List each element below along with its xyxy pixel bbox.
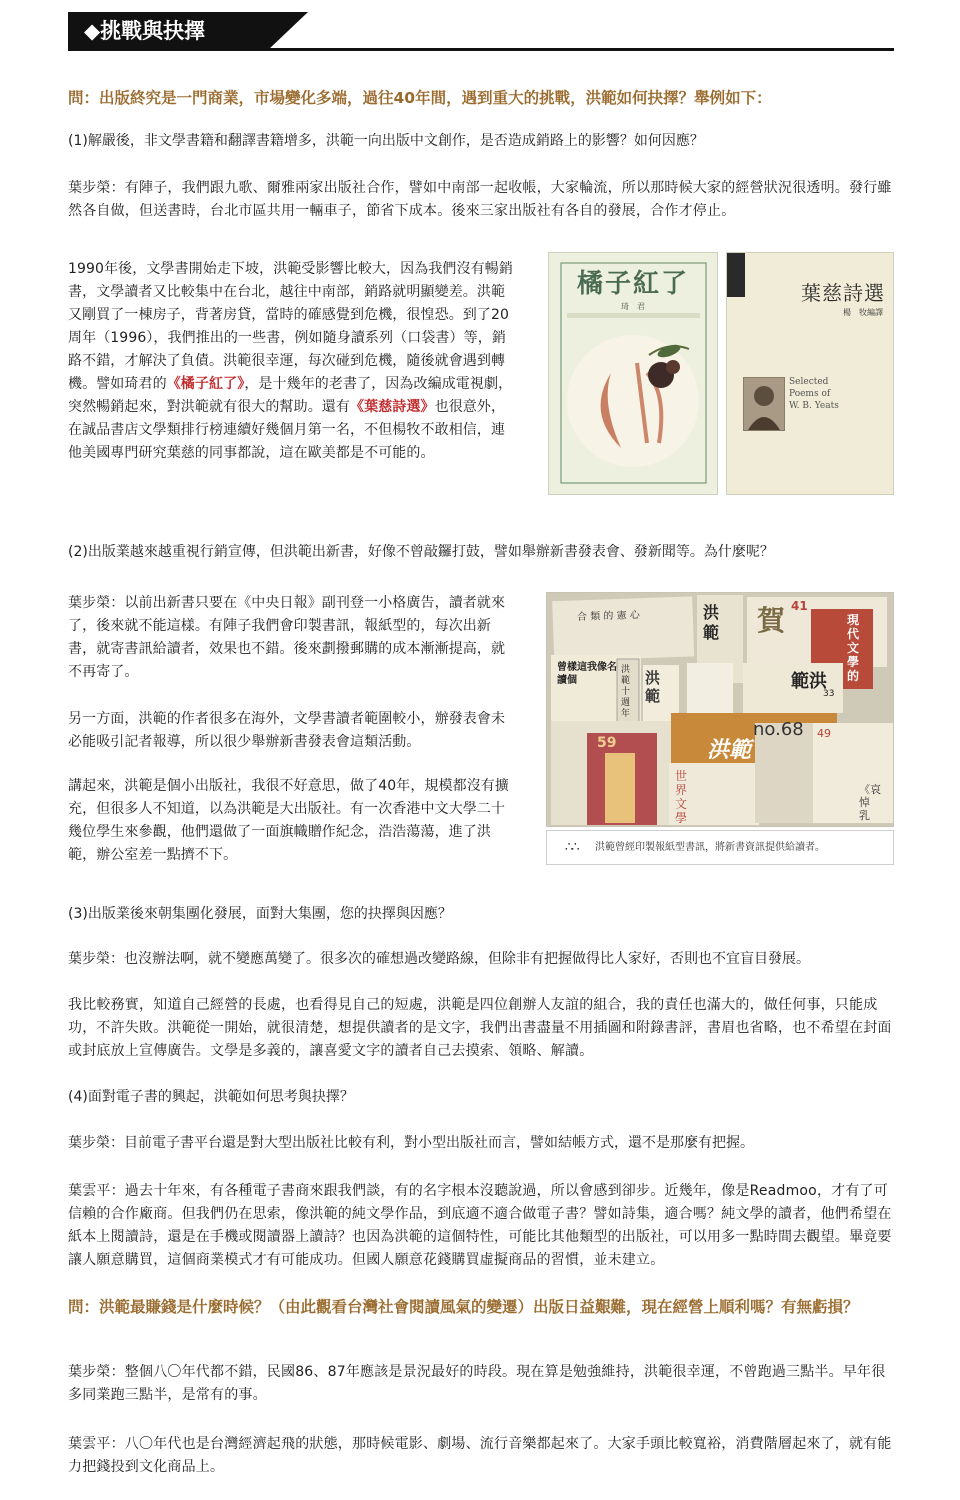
- news-text-15: 59: [597, 735, 617, 751]
- answer-4-p2: 葉雲平：過去十年來，有各種電子書商來跟我們談，有的名字根本沒聽說過，所以會感到卻步。近幾年，像是Readmoo，才有了可信賴的合作廠商。但我們仍在思索，像洪範的純文學作品，到底適不適合做電子書？譬如詩集，適合嗎？純文學的讀者，他們希望在紙本上閱讀詩，還是在手機或閱讀器上讀詩？也因為洪範的這個特性，可能比其他類型的出版社，可以用多一點時間去觀望。畢竟要讓人願意購買，這個商業模式才有可能成功。但國人願意花錢購買虛擬商品的習慣，並未建立。: [68, 1183, 892, 1268]
- book-cover-orange: [548, 252, 718, 495]
- news-text-13: 49: [817, 727, 831, 740]
- news-text-1: 合 類 的 憲 心: [576, 609, 640, 624]
- sub-question-1: (1)解嚴後，非文學書籍和翻譯書籍增多，洪範一向出版中文創作，是否造成銷路上的影響？如何因應？: [68, 133, 704, 149]
- news-text-11: 世界文學: [675, 769, 688, 825]
- answer-3-p2: 我比較務實，知道自己經營的長處，也看得見自己的短處，洪範是四位創辦人友誼的組合，我的責任也滿大的，做任何事，只能成功，不許失敗。洪範從一開始，就很清楚，想提供讀者的是文字，我們出書盡量不用插圖和附錄書評，書眉也省略，也不希望在封面或封底放上宣傳廣告。文學是多義的，讓喜愛文字的讀者自己去摸索、領略、解讀。: [68, 997, 892, 1059]
- book-cover-yeats: [726, 252, 894, 495]
- paragraph-1990s-c: 也很意外，在誠品書店文學類排行榜連續好幾個月第一名，不但楊牧不敢相信，連他美國專門研究葉慈的同事都說，這在歐美都是不可能的。: [68, 399, 506, 461]
- dots-icon: ∴∴: [565, 840, 578, 855]
- book-cover-yeats-en2: Poems of: [789, 389, 831, 399]
- book-cover-yeats-en1: Selected: [789, 377, 829, 387]
- section-title-slant: [268, 12, 308, 50]
- book-cover-yeats-author: 楊 牧編譯: [843, 308, 883, 317]
- photo-caption: [546, 830, 894, 865]
- answer-2-p2: 另一方面，洪範的作者很多在海外，文學書讀者範圍較小，辦發表會未必能吸引記者報導，所以很少舉辦新書發表會這類活動。: [68, 711, 506, 750]
- paragraph-1990s-a: 1990年後，文學書開始走下坡，洪範受影響比較大，因為我們沒有暢銷書，文學讀者又比較集中在台北，越往中南部，銷路就明顯變差。洪範又剛買了一棟房子，背著房貸，當時的確感覺到危機，很惶恐。到了20周年（1996），我們推出的一些書，例如隨身讀系列（口袋書）等，銷路不錯，才解決了負債。洪範很幸運，每次碰到危機，隨後就會遇到轉機。譬如琦君的: [68, 261, 513, 392]
- sub-question-4: (4)面對電子書的興起，洪範如何思考與抉擇？: [68, 1089, 354, 1105]
- portrait-icon: [744, 378, 784, 430]
- answer-4-p1: 葉步榮：目前電子書平台還是對大型出版社比較有利，對小型出版社而言，譬如結帳方式，還不是那麼有把握。: [68, 1135, 754, 1151]
- answer-5-p1: 葉步榮：整個八〇年代都不錯，民國86、87年應該是景況最好的時段。現在算是勉強維持，洪範很幸運，不曾跑過三點半。早年很多同業跑三點半，是常有的事。: [68, 1364, 886, 1403]
- news-text-6: 33: [823, 689, 835, 699]
- news-text-7: 曾樣這我像名讀個: [557, 662, 617, 686]
- question-heading-1: 問：出版終究是一門商業，市場變化多端，過往40年間，遇到重大的挑戰，洪範如何抉擇？舉例如下：: [68, 89, 772, 107]
- answer-3-p1: 葉步榮：也沒辦法啊，就不變應萬變了。很多次的確想過改變路線，但除非有把握做得比人家好，否則也不宜盲目發展。: [68, 951, 810, 967]
- answer-5-p2: 葉雲平：八〇年代也是台灣經濟起飛的狀態，那時候電影、劇場、流行音樂都起來了。大家手頭比較寬裕，消費階層起來了，就有能力把錢投到文化商品上。: [68, 1436, 892, 1475]
- news-text-2: 洪範: [703, 603, 720, 642]
- section-rule: [68, 48, 894, 51]
- answer-2-p1: 葉步榮：以前出新書只要在《中央日報》副刊登一小格廣告，讀者就來了，後來就不能這樣。有陣子我們會印製書訊，報紙型的，每次出新書，就寄書訊給讀者，效果也不錯。後來劃撥郵購的成本漸漸提高，就不再寄了。: [68, 595, 506, 680]
- answer-2-p3: 講起來，洪範是個小出版社，我很不好意思，做了40年，規模都沒有擴充，但很多人不知道，以為洪範是大出版社。有一次香港中文大學二十幾位學生來參觀，他們還做了一面旗幟贈作紀念，浩浩蕩蕩，進了洪範，辦公室差一點擠不下。: [68, 778, 510, 863]
- news-text-16: 41: [791, 599, 808, 613]
- sub-question-3: (3)出版業後來朝集團化發展，面對大集團，您的抉擇與因應？: [68, 906, 452, 922]
- paragraph-1990s-b: ，是十幾年的老書了，因為改編成電視劇，突然暢銷起來，對洪範就有很大的幫助。還有: [68, 376, 513, 415]
- news-text-5: 範洪: [791, 671, 827, 692]
- section-header: [68, 12, 894, 52]
- question-heading-2: 問：洪範最賺錢是什麼時候？（由此觀看台灣社會閱讀風氣的變遷）出版日益艱難，現在經營上順利嗎？有無虧損？: [68, 1298, 859, 1316]
- news-text-3: 賀: [757, 604, 786, 637]
- answer-1: 葉步榮：有陣子，我們跟九歌、爾雅兩家出版社合作，譬如中南部一起收帳，大家輪流，所以那時候大家的經營狀況很透明。發行雖然各自做，但送書時，台北市區共用一輛車子，節省下成本。後來三家出版社有各自的發展，合作才停止。: [68, 180, 892, 219]
- book-cover-yeats-title: 葉慈詩選: [801, 281, 885, 305]
- news-text-10: 洪範: [645, 669, 661, 705]
- newsletter-collage-photo: [546, 592, 894, 827]
- photo-caption-text: 洪範曾經印製報紙型書訊，將新書資訊提供給讀者。: [595, 842, 825, 853]
- news-text-8: 洪範十週年: [621, 665, 631, 719]
- news-text-9: no.68: [753, 719, 804, 740]
- news-text-12: 《哀悼乳: [859, 783, 881, 822]
- book-cover-orange-title: 橘子紅了: [576, 269, 689, 299]
- book-title-mention-2[interactable]: 《葉慈詩選》: [350, 399, 435, 415]
- book-cover-yeats-spine: [727, 253, 745, 297]
- news-text-14: 洪範: [707, 738, 752, 763]
- book-cover-orange-author: 琦 君: [621, 302, 645, 311]
- book-cover-yeats-portrait: [743, 377, 785, 431]
- news-text-4: 現代文學的: [847, 613, 860, 683]
- sub-question-2: (2)出版業越來越重視行銷宣傳，但洪範出新書，好像不曾敲鑼打鼓，譬如舉辦新書發表會、發新聞等。為什麼呢？: [68, 544, 774, 560]
- section-title: ◆挑戰與抉擇: [68, 12, 268, 50]
- book-cover-yeats-en3: W. B. Yeats: [789, 401, 839, 411]
- book-title-mention-1[interactable]: 《橘子紅了》: [166, 376, 245, 392]
- paragraph-1990s: [68, 258, 516, 465]
